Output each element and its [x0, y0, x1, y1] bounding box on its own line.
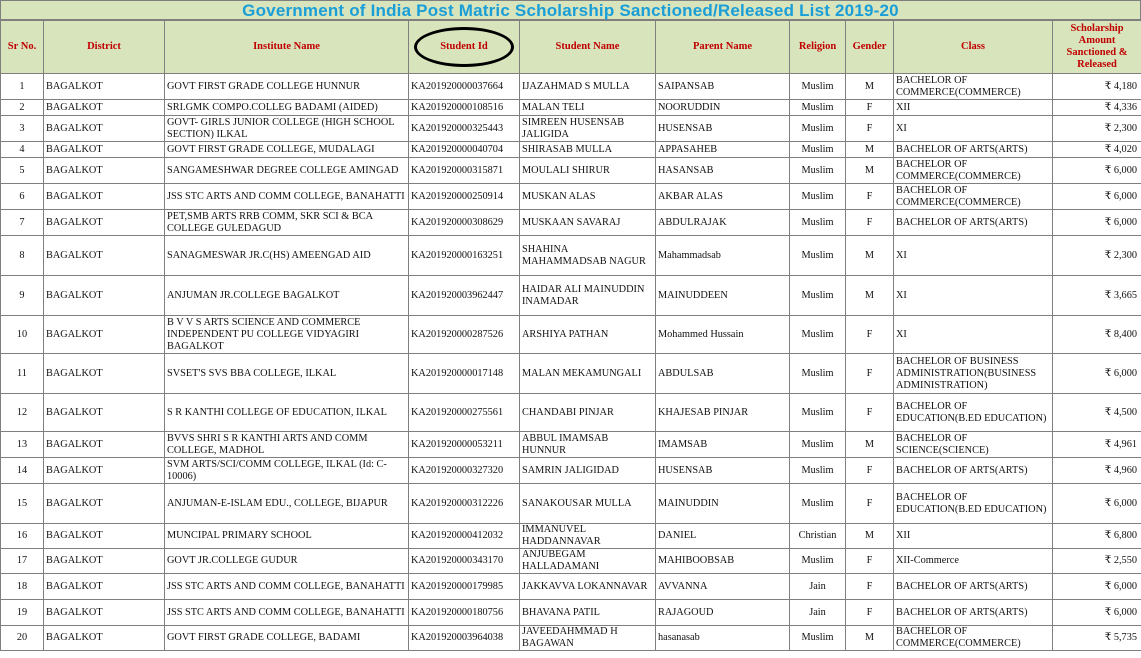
table-row — [1, 100, 1141, 116]
header-religion[interactable]: Religion — [790, 21, 846, 74]
table-row — [1, 458, 1141, 484]
cell-institute-name[interactable]: ANJUMAN-E-ISLAM EDU., COLLEGE, BIJAPUR — [165, 484, 409, 524]
cell-amount[interactable]: ₹ 6,000 — [1053, 484, 1141, 524]
cell-religion[interactable]: Muslim — [790, 142, 846, 158]
cell-student-name[interactable]: SAMRIN JALIGIDAD — [520, 458, 656, 484]
highlight-circle — [414, 27, 514, 67]
cell-student-id[interactable]: KA201920000037664 — [409, 74, 520, 100]
header-class[interactable]: Class — [894, 21, 1053, 74]
cell-student-id[interactable]: KA201920000312226 — [409, 484, 520, 524]
cell-sr-no[interactable]: 8 — [1, 236, 44, 276]
cell-amount[interactable]: ₹ 3,665 — [1053, 276, 1141, 316]
cell-student-id[interactable]: KA201920000325443 — [409, 116, 520, 142]
cell-amount[interactable]: ₹ 6,000 — [1053, 600, 1141, 626]
cell-student-name[interactable]: MUSKAAN SAVARAJ — [520, 210, 656, 236]
scholarship-table — [0, 20, 1141, 651]
table-row — [1, 432, 1141, 458]
cell-district[interactable]: BAGALKOT — [44, 236, 165, 276]
cell-sr-no[interactable]: 17 — [1, 549, 44, 574]
cell-amount[interactable]: ₹ 4,960 — [1053, 458, 1141, 484]
cell-sr-no[interactable]: 12 — [1, 394, 44, 432]
cell-parent-name[interactable]: HUSENSAB — [656, 458, 790, 484]
header-amount[interactable]: Scholarship Amount Sanctioned & Released — [1053, 21, 1141, 74]
cell-district[interactable]: BAGALKOT — [44, 574, 165, 600]
cell-student-name[interactable]: ARSHIYA PATHAN — [520, 316, 656, 354]
cell-sr-no[interactable]: 3 — [1, 116, 44, 142]
cell-parent-name[interactable]: MAINUDDEEN — [656, 276, 790, 316]
cell-district[interactable]: BAGALKOT — [44, 116, 165, 142]
cell-amount[interactable]: ₹ 4,336 — [1053, 100, 1141, 116]
cell-student-id[interactable]: KA201920003964038 — [409, 626, 520, 651]
cell-gender[interactable]: M — [846, 236, 894, 276]
table-row — [1, 524, 1141, 549]
cell-parent-name[interactable]: RAJAGOUD — [656, 600, 790, 626]
cell-gender[interactable]: F — [846, 210, 894, 236]
cell-gender[interactable]: F — [846, 184, 894, 210]
cell-institute-name[interactable]: JSS STC ARTS AND COMM COLLEGE, BANAHATTI — [165, 600, 409, 626]
cell-parent-name[interactable]: MAHIBOOBSAB — [656, 549, 790, 574]
cell-class[interactable]: XII — [894, 524, 1053, 549]
sheet-title: Government of India Post Matric Scholarship Sanctioned/Released List 2019-20 — [0, 0, 1141, 20]
cell-class[interactable]: BACHELOR OF ARTS(ARTS) — [894, 142, 1053, 158]
cell-student-name[interactable]: BHAVANA PATIL — [520, 600, 656, 626]
cell-student-name[interactable]: CHANDABI PINJAR — [520, 394, 656, 432]
cell-religion[interactable]: Muslim — [790, 210, 846, 236]
cell-district[interactable]: BAGALKOT — [44, 600, 165, 626]
cell-student-id[interactable]: KA201920000412032 — [409, 524, 520, 549]
header-student-id[interactable] — [409, 21, 520, 74]
cell-student-id[interactable]: KA201920000308629 — [409, 210, 520, 236]
cell-class[interactable]: XI — [894, 276, 1053, 316]
cell-gender[interactable]: F — [846, 600, 894, 626]
cell-parent-name[interactable]: APPASAHEB — [656, 142, 790, 158]
cell-sr-no[interactable]: 16 — [1, 524, 44, 549]
table-row — [1, 74, 1141, 100]
cell-student-id[interactable]: KA201920000327320 — [409, 458, 520, 484]
cell-institute-name[interactable]: ANJUMAN JR.COLLEGE BAGALKOT — [165, 276, 409, 316]
cell-amount[interactable]: ₹ 2,300 — [1053, 236, 1141, 276]
cell-parent-name[interactable]: ABDULSAB — [656, 354, 790, 394]
cell-sr-no[interactable]: 20 — [1, 626, 44, 651]
cell-student-name[interactable]: MOULALI SHIRUR — [520, 158, 656, 184]
cell-sr-no[interactable]: 7 — [1, 210, 44, 236]
cell-gender[interactable]: M — [846, 158, 894, 184]
cell-institute-name[interactable]: SANGAMESHWAR DEGREE COLLEGE AMINGAD — [165, 158, 409, 184]
cell-gender[interactable]: F — [846, 316, 894, 354]
cell-district[interactable]: BAGALKOT — [44, 549, 165, 574]
cell-district[interactable]: BAGALKOT — [44, 210, 165, 236]
cell-parent-name[interactable]: HASANSAB — [656, 158, 790, 184]
cell-student-name[interactable]: MALAN MEKAMUNGALI — [520, 354, 656, 394]
table-row — [1, 626, 1141, 651]
cell-gender[interactable]: M — [846, 626, 894, 651]
cell-student-name[interactable]: HAIDAR ALI MAINUDDIN INAMADAR — [520, 276, 656, 316]
cell-gender[interactable]: M — [846, 432, 894, 458]
cell-class[interactable]: XII-Commerce — [894, 549, 1053, 574]
cell-student-name[interactable]: IMMANUVEL HADDANNAVAR — [520, 524, 656, 549]
cell-religion[interactable]: Muslim — [790, 236, 846, 276]
cell-district[interactable]: BAGALKOT — [44, 142, 165, 158]
table-row — [1, 210, 1141, 236]
cell-institute-name[interactable]: GOVT FIRST GRADE COLLEGE, MUDALAGI — [165, 142, 409, 158]
cell-student-name[interactable]: SANAKOUSAR MULLA — [520, 484, 656, 524]
table-row — [1, 316, 1141, 354]
cell-sr-no[interactable]: 10 — [1, 316, 44, 354]
cell-district[interactable]: BAGALKOT — [44, 394, 165, 432]
cell-student-id[interactable]: KA201920000017148 — [409, 354, 520, 394]
cell-student-name[interactable]: ABBUL IMAMSAB HUNNUR — [520, 432, 656, 458]
cell-religion[interactable]: Muslim — [790, 276, 846, 316]
student-id-highlight — [440, 41, 488, 53]
cell-parent-name[interactable]: AVVANNA — [656, 574, 790, 600]
cell-sr-no[interactable]: 5 — [1, 158, 44, 184]
cell-student-id[interactable]: KA201920000250914 — [409, 184, 520, 210]
cell-district[interactable]: BAGALKOT — [44, 458, 165, 484]
cell-amount[interactable]: ₹ 6,000 — [1053, 210, 1141, 236]
cell-student-id[interactable]: KA201920000040704 — [409, 142, 520, 158]
table-row — [1, 549, 1141, 574]
cell-institute-name[interactable]: GOVT JR.COLLEGE GUDUR — [165, 549, 409, 574]
cell-religion[interactable]: Muslim — [790, 74, 846, 100]
cell-student-name[interactable]: JAVEEDAHMMAD H BAGAWAN — [520, 626, 656, 651]
cell-gender[interactable]: F — [846, 574, 894, 600]
cell-parent-name[interactable]: HUSENSAB — [656, 116, 790, 142]
cell-parent-name[interactable]: AKBAR ALAS — [656, 184, 790, 210]
cell-amount[interactable]: ₹ 4,020 — [1053, 142, 1141, 158]
cell-gender[interactable]: F — [846, 354, 894, 394]
cell-amount[interactable]: ₹ 4,500 — [1053, 394, 1141, 432]
table-row — [1, 158, 1141, 184]
cell-district[interactable]: BAGALKOT — [44, 626, 165, 651]
cell-student-id[interactable]: KA201920000180756 — [409, 600, 520, 626]
cell-district[interactable]: BAGALKOT — [44, 158, 165, 184]
table-row — [1, 574, 1141, 600]
cell-religion[interactable]: Muslim — [790, 116, 846, 142]
cell-student-name[interactable]: ANJUBEGAM HALLADAMANI — [520, 549, 656, 574]
cell-amount[interactable]: ₹ 6,800 — [1053, 524, 1141, 549]
cell-student-id[interactable]: KA201920000315871 — [409, 158, 520, 184]
cell-gender[interactable]: M — [846, 276, 894, 316]
table-row — [1, 276, 1141, 316]
cell-district[interactable]: BAGALKOT — [44, 74, 165, 100]
cell-sr-no[interactable]: 19 — [1, 600, 44, 626]
cell-amount[interactable]: ₹ 2,300 — [1053, 116, 1141, 142]
cell-institute-name[interactable]: SVM ARTS/SCI/COMM COLLEGE, ILKAL (Id: C-10006) — [165, 458, 409, 484]
cell-religion[interactable]: Muslim — [790, 316, 846, 354]
cell-parent-name[interactable]: KHAJESAB PINJAR — [656, 394, 790, 432]
cell-sr-no[interactable]: 1 — [1, 74, 44, 100]
header-district[interactable]: District — [44, 21, 165, 74]
header-institute-name[interactable]: Institute Name — [165, 21, 409, 74]
cell-institute-name[interactable]: GOVT FIRST GRADE COLLEGE HUNNUR — [165, 74, 409, 100]
cell-parent-name[interactable]: Mahammadsab — [656, 236, 790, 276]
cell-amount[interactable]: ₹ 6,000 — [1053, 184, 1141, 210]
cell-class[interactable]: XII — [894, 100, 1053, 116]
cell-institute-name[interactable]: GOVT- GIRLS JUNIOR COLLEGE (HIGH SCHOOL SECTION) ILKAL — [165, 116, 409, 142]
cell-religion[interactable]: Jain — [790, 574, 846, 600]
cell-religion[interactable]: Muslim — [790, 432, 846, 458]
cell-amount[interactable]: ₹ 5,735 — [1053, 626, 1141, 651]
cell-religion[interactable]: Muslim — [790, 100, 846, 116]
cell-religion[interactable]: Muslim — [790, 458, 846, 484]
cell-student-id[interactable]: KA201920000287526 — [409, 316, 520, 354]
cell-sr-no[interactable]: 14 — [1, 458, 44, 484]
cell-class[interactable]: XI — [894, 116, 1053, 142]
cell-amount[interactable]: ₹ 4,961 — [1053, 432, 1141, 458]
cell-student-name[interactable]: JAKKAVVA LOKANNAVAR — [520, 574, 656, 600]
cell-amount[interactable]: ₹ 6,000 — [1053, 574, 1141, 600]
cell-institute-name[interactable]: PET,SMB ARTS RRB COMM, SKR SCI & BCA COLLEGE GULEDAGUD — [165, 210, 409, 236]
cell-student-id[interactable]: KA201920000053211 — [409, 432, 520, 458]
header-parent-name[interactable]: Parent Name — [656, 21, 790, 74]
cell-religion[interactable]: Muslim — [790, 354, 846, 394]
cell-amount[interactable]: ₹ 8,400 — [1053, 316, 1141, 354]
cell-sr-no[interactable]: 11 — [1, 354, 44, 394]
cell-class[interactable]: BACHELOR OF ARTS(ARTS) — [894, 458, 1053, 484]
table-body — [1, 74, 1141, 651]
cell-sr-no[interactable]: 4 — [1, 142, 44, 158]
cell-gender[interactable]: M — [846, 524, 894, 549]
cell-sr-no[interactable]: 2 — [1, 100, 44, 116]
table-row — [1, 116, 1141, 142]
cell-student-name[interactable]: SHIRASAB MULLA — [520, 142, 656, 158]
cell-gender[interactable]: F — [846, 394, 894, 432]
cell-sr-no[interactable]: 9 — [1, 276, 44, 316]
cell-class[interactable]: BACHELOR OF BUSINESS ADMINISTRATION(BUSINESS ADMINISTRATION) — [894, 354, 1053, 394]
table-row — [1, 394, 1141, 432]
cell-institute-name[interactable]: MUNCIPAL PRIMARY SCHOOL — [165, 524, 409, 549]
cell-sr-no[interactable]: 15 — [1, 484, 44, 524]
cell-parent-name[interactable]: IMAMSAB — [656, 432, 790, 458]
cell-district[interactable]: BAGALKOT — [44, 354, 165, 394]
header-student-name[interactable]: Student Name — [520, 21, 656, 74]
cell-institute-name[interactable]: B V V S ARTS SCIENCE AND COMMERCE INDEPENDENT PU COLLEGE VIDYAGIRI BAGALKOT — [165, 316, 409, 354]
cell-parent-name[interactable]: SAIPANSAB — [656, 74, 790, 100]
cell-district[interactable]: BAGALKOT — [44, 484, 165, 524]
cell-student-name[interactable]: SHAHINA MAHAMMADSAB NAGUR — [520, 236, 656, 276]
cell-student-name[interactable]: MUSKAN ALAS — [520, 184, 656, 210]
cell-religion[interactable]: Muslim — [790, 158, 846, 184]
cell-class[interactable]: BACHELOR OF EDUCATION(B.ED EDUCATION) — [894, 394, 1053, 432]
cell-district[interactable]: BAGALKOT — [44, 276, 165, 316]
table-row — [1, 236, 1141, 276]
cell-class[interactable]: BACHELOR OF COMMERCE(COMMERCE) — [894, 74, 1053, 100]
cell-religion[interactable]: Muslim — [790, 549, 846, 574]
cell-district[interactable]: BAGALKOT — [44, 432, 165, 458]
table-row — [1, 142, 1141, 158]
cell-sr-no[interactable]: 13 — [1, 432, 44, 458]
cell-amount[interactable]: ₹ 4,180 — [1053, 74, 1141, 100]
cell-parent-name[interactable]: DANIEL — [656, 524, 790, 549]
table-row — [1, 184, 1141, 210]
cell-religion[interactable]: Christian — [790, 524, 846, 549]
header-sr-no[interactable]: Sr No. — [1, 21, 44, 74]
cell-student-id[interactable]: KA201920000343170 — [409, 549, 520, 574]
cell-student-name[interactable]: SIMREEN HUSENSAB JALIGIDA — [520, 116, 656, 142]
cell-gender[interactable]: F — [846, 116, 894, 142]
cell-parent-name[interactable]: hasanasab — [656, 626, 790, 651]
cell-institute-name[interactable]: JSS STC ARTS AND COMM COLLEGE, BANAHATTI — [165, 184, 409, 210]
cell-class[interactable]: BACHELOR OF COMMERCE(COMMERCE) — [894, 626, 1053, 651]
header-gender[interactable]: Gender — [846, 21, 894, 74]
cell-student-id[interactable]: KA201920000163251 — [409, 236, 520, 276]
cell-religion[interactable]: Muslim — [790, 394, 846, 432]
cell-amount[interactable]: ₹ 2,550 — [1053, 549, 1141, 574]
cell-class[interactable]: BACHELOR OF ARTS(ARTS) — [894, 600, 1053, 626]
cell-parent-name[interactable]: ABDULRAJAK — [656, 210, 790, 236]
cell-religion[interactable]: Muslim — [790, 184, 846, 210]
table-row — [1, 354, 1141, 394]
cell-district[interactable]: BAGALKOT — [44, 100, 165, 116]
cell-institute-name[interactable]: BVVS SHRI S R KANTHI ARTS AND COMM COLLEGE, MADHOL — [165, 432, 409, 458]
cell-religion[interactable]: Muslim — [790, 484, 846, 524]
cell-district[interactable]: BAGALKOT — [44, 524, 165, 549]
cell-amount[interactable]: ₹ 6,000 — [1053, 354, 1141, 394]
cell-amount[interactable]: ₹ 6,000 — [1053, 158, 1141, 184]
cell-class[interactable]: BACHELOR OF SCIENCE(SCIENCE) — [894, 432, 1053, 458]
cell-religion[interactable]: Muslim — [790, 626, 846, 651]
cell-sr-no[interactable]: 18 — [1, 574, 44, 600]
cell-gender[interactable]: F — [846, 100, 894, 116]
table-row — [1, 484, 1141, 524]
cell-student-id[interactable]: KA201920000108516 — [409, 100, 520, 116]
cell-class[interactable]: BACHELOR OF EDUCATION(B.ED EDUCATION) — [894, 484, 1053, 524]
cell-class[interactable]: XI — [894, 316, 1053, 354]
table-row — [1, 600, 1141, 626]
cell-gender[interactable]: F — [846, 484, 894, 524]
cell-institute-name[interactable]: JSS STC ARTS AND COMM COLLEGE, BANAHATTI — [165, 574, 409, 600]
cell-parent-name[interactable]: Mohammed Hussain — [656, 316, 790, 354]
cell-gender[interactable]: M — [846, 74, 894, 100]
cell-institute-name[interactable]: S R KANTHI COLLEGE OF EDUCATION, ILKAL — [165, 394, 409, 432]
cell-religion[interactable]: Jain — [790, 600, 846, 626]
cell-institute-name[interactable]: SANAGMESWAR JR.C(HS) AMEENGAD AID — [165, 236, 409, 276]
cell-sr-no[interactable]: 6 — [1, 184, 44, 210]
cell-parent-name[interactable]: NOORUDDIN — [656, 100, 790, 116]
cell-student-id[interactable]: KA201920000275561 — [409, 394, 520, 432]
cell-gender[interactable]: F — [846, 458, 894, 484]
cell-gender[interactable]: M — [846, 142, 894, 158]
header-row — [1, 21, 1141, 74]
cell-student-id[interactable]: KA201920003962447 — [409, 276, 520, 316]
cell-class[interactable]: BACHELOR OF COMMERCE(COMMERCE) — [894, 184, 1053, 210]
cell-institute-name[interactable]: SVSET'S SVS BBA COLLEGE, ILKAL — [165, 354, 409, 394]
cell-student-id[interactable]: KA201920000179985 — [409, 574, 520, 600]
cell-class[interactable]: BACHELOR OF ARTS(ARTS) — [894, 574, 1053, 600]
cell-gender[interactable]: F — [846, 549, 894, 574]
cell-class[interactable]: BACHELOR OF COMMERCE(COMMERCE) — [894, 158, 1053, 184]
cell-institute-name[interactable]: GOVT FIRST GRADE COLLEGE, BADAMI — [165, 626, 409, 651]
cell-institute-name[interactable]: SRI.GMK COMPO.COLLEG BADAMI (AIDED) — [165, 100, 409, 116]
cell-district[interactable]: BAGALKOT — [44, 316, 165, 354]
cell-parent-name[interactable]: MAINUDDIN — [656, 484, 790, 524]
header-student-id-label: Student Id — [440, 41, 488, 52]
cell-class[interactable]: XI — [894, 236, 1053, 276]
cell-district[interactable]: BAGALKOT — [44, 184, 165, 210]
cell-student-name[interactable]: IJAZAHMAD S MULLA — [520, 74, 656, 100]
cell-class[interactable]: BACHELOR OF ARTS(ARTS) — [894, 210, 1053, 236]
cell-student-name[interactable]: MALAN TELI — [520, 100, 656, 116]
